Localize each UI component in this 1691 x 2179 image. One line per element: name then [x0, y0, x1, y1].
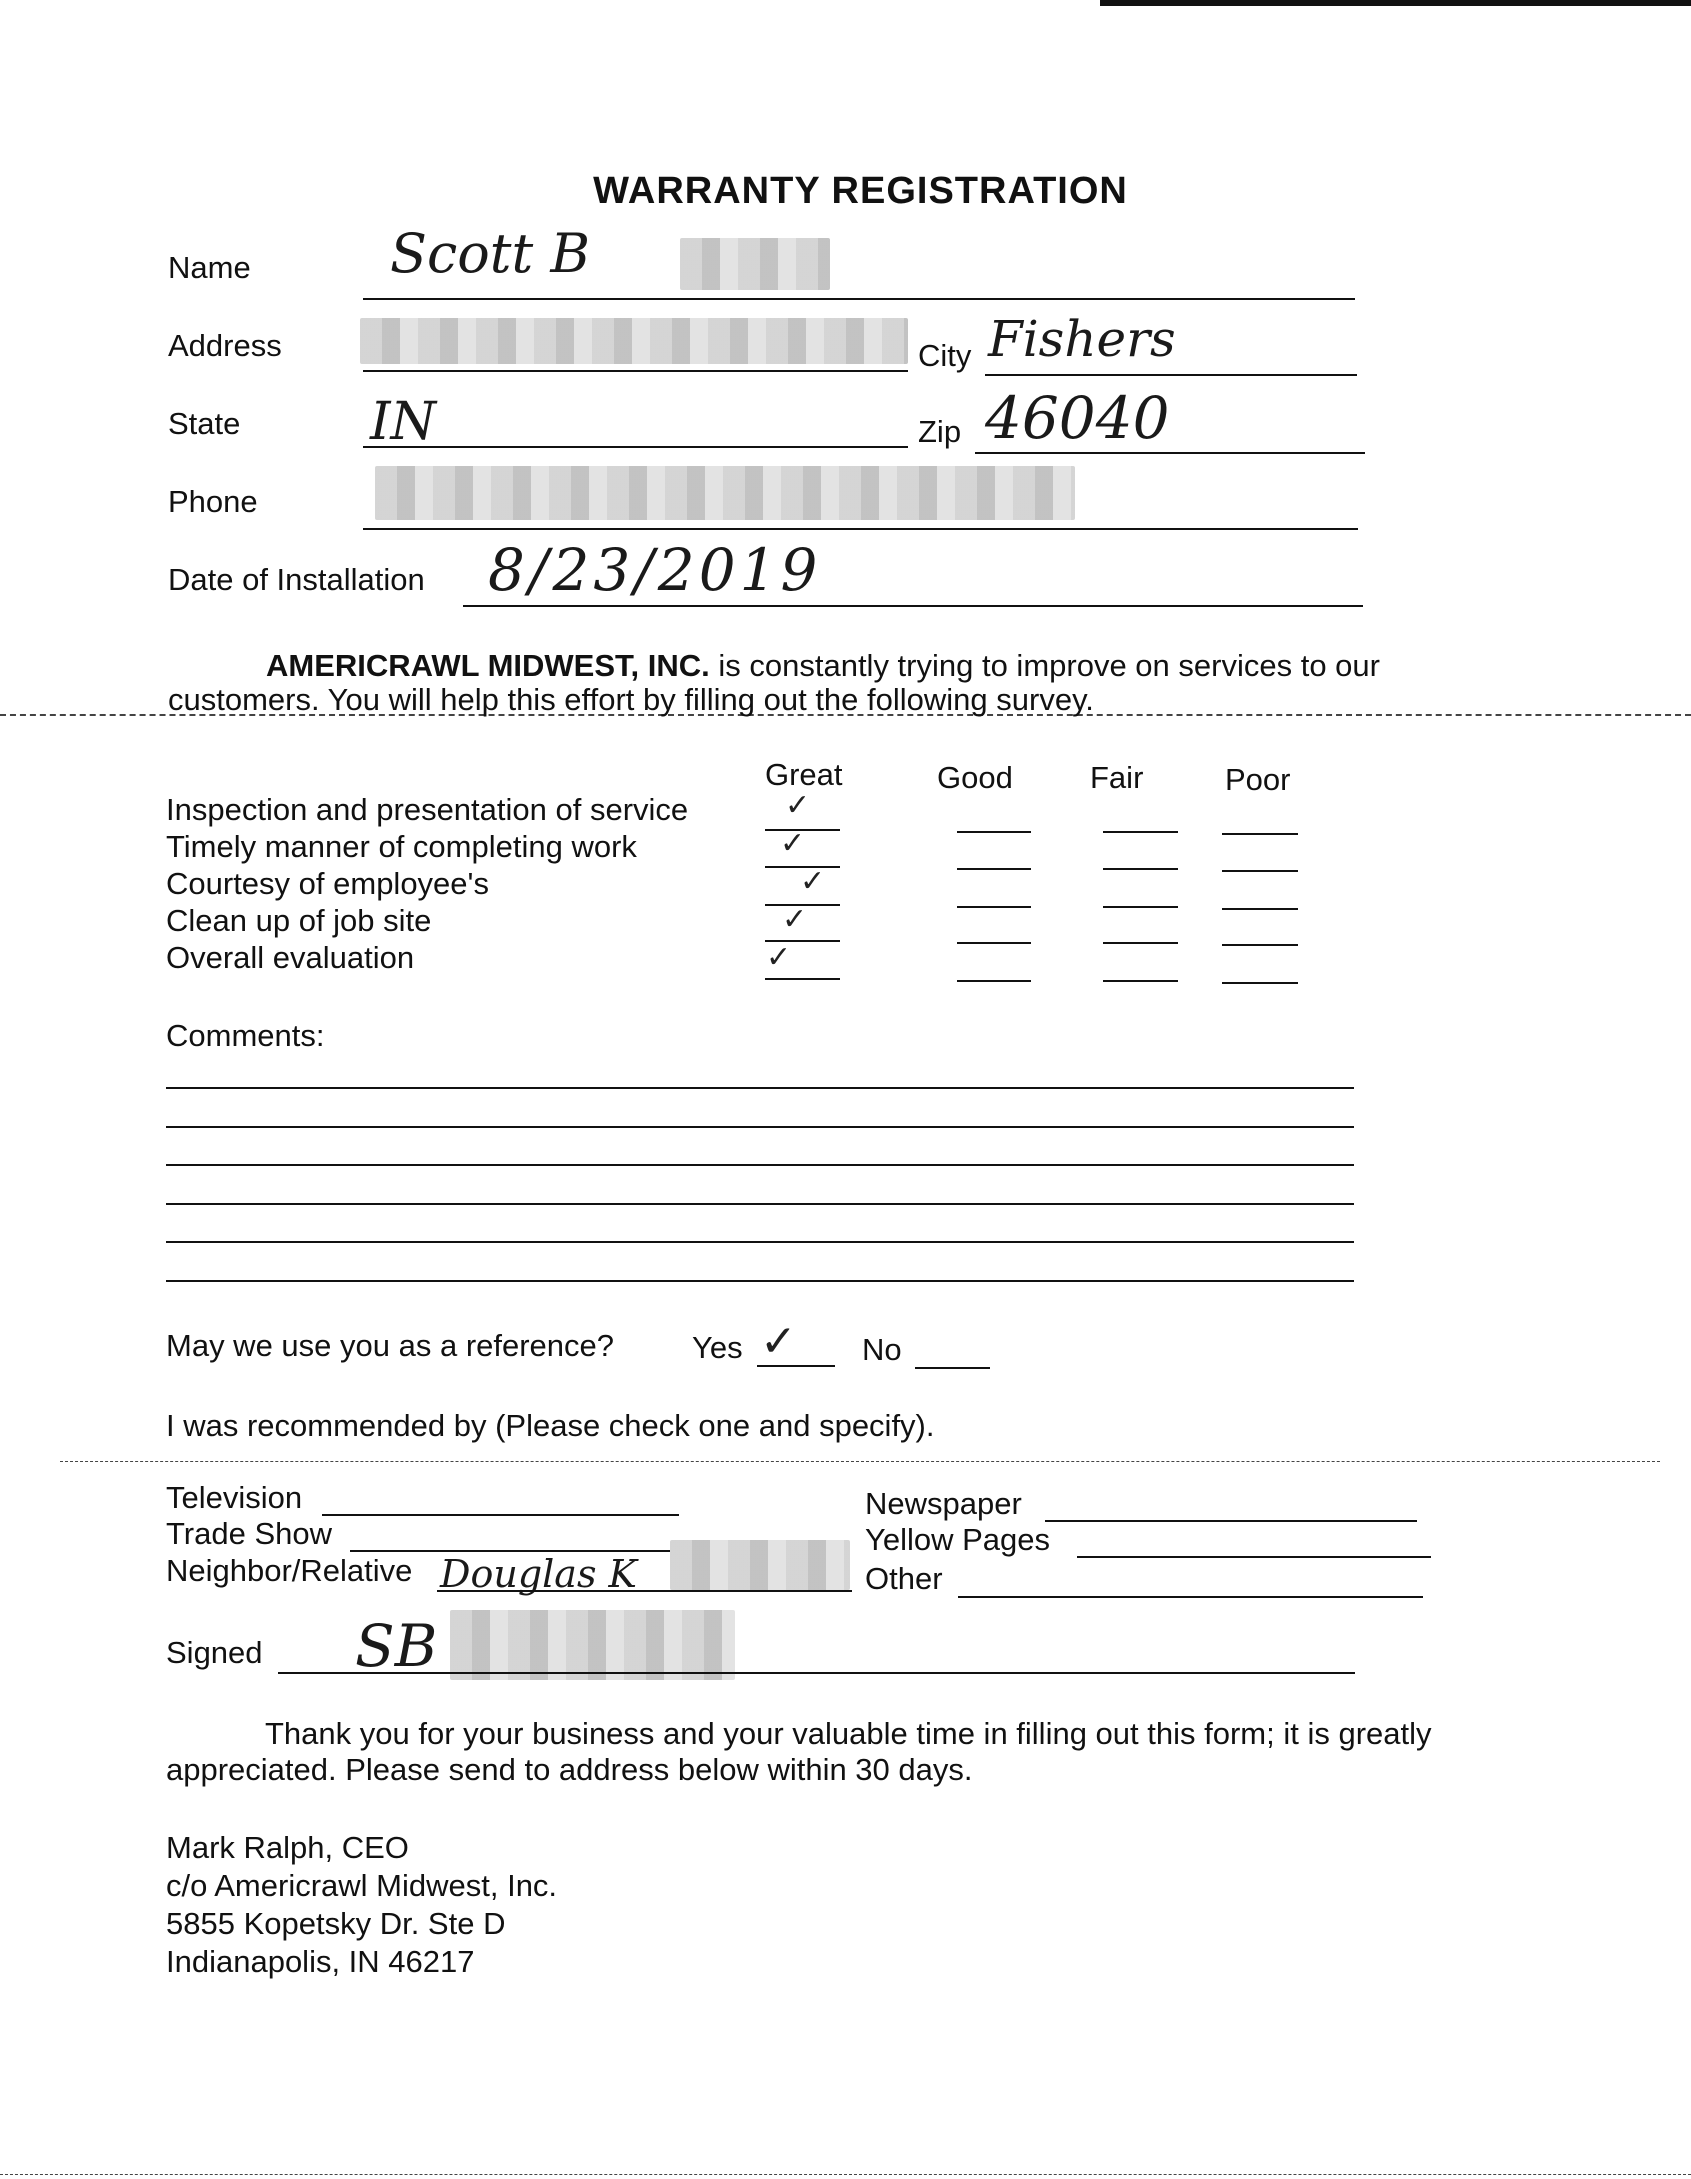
neighbor-field[interactable] [437, 1590, 852, 1592]
address-field[interactable] [363, 370, 908, 372]
neighbor-redaction [670, 1540, 850, 1590]
comments-line-3[interactable] [166, 1164, 1354, 1166]
reference-yes-checkmark-icon: ✓ [760, 1316, 797, 1367]
thanks-line-1: Thank you for your business and your valuable time in filling out this form; it is greatly [265, 1716, 1432, 1751]
col-good: Good [937, 760, 1013, 795]
signature-redaction [450, 1610, 735, 1680]
scan-artifact-fold-2 [60, 1461, 1660, 1462]
survey-row-label: Clean up of job site [166, 903, 432, 938]
zip-field[interactable] [975, 452, 1365, 454]
rating-good-line[interactable] [957, 980, 1031, 982]
page-title: WARRANTY REGISTRATION [593, 170, 1128, 212]
neighbor-value: Douglas K [440, 1552, 637, 1596]
state-label: State [168, 406, 241, 441]
date-value: 8/23/2019 [488, 536, 822, 604]
rating-fair-line[interactable] [1103, 868, 1178, 870]
col-great: Great [765, 757, 843, 792]
scan-artifact-bottom [0, 2174, 1691, 2175]
address-label: Address [168, 328, 282, 363]
rating-poor-line[interactable] [1222, 833, 1298, 835]
television-label: Television [166, 1480, 303, 1515]
television-field[interactable] [322, 1514, 679, 1516]
comments-label: Comments: [166, 1018, 325, 1053]
signature-value: SB [355, 1612, 438, 1680]
name-value: Scott B [390, 222, 590, 285]
name-label: Name [168, 250, 251, 285]
intro-line-2: customers. You will help this effort by filling out the following survey. [168, 682, 1094, 717]
newspaper-field[interactable] [1045, 1520, 1417, 1522]
mailing-line-2: c/o Americrawl Midwest, Inc. [166, 1868, 558, 1903]
state-field[interactable] [363, 446, 908, 448]
reference-no-line[interactable] [915, 1367, 990, 1369]
comments-line-5[interactable] [166, 1241, 1354, 1243]
survey-row-label: Inspection and presentation of service [166, 792, 689, 827]
rating-good-line[interactable] [957, 868, 1031, 870]
address-redaction [360, 318, 908, 364]
rating-poor-line[interactable] [1222, 982, 1298, 984]
rating-poor-line[interactable] [1222, 870, 1298, 872]
zip-label: Zip [918, 414, 962, 449]
city-value: Fishers [988, 310, 1176, 368]
survey-row-label: Courtesy of employee's [166, 866, 489, 901]
comments-line-1[interactable] [166, 1087, 1354, 1089]
city-field[interactable] [985, 374, 1357, 376]
checkmark-icon: ✓ [780, 826, 806, 861]
comments-line-4[interactable] [166, 1203, 1354, 1205]
checkmark-icon: ✓ [785, 788, 811, 823]
signature-field[interactable] [278, 1672, 1355, 1674]
mailing-line-3: 5855 Kopetsky Dr. Ste D [166, 1906, 506, 1941]
reference-no-label: No [862, 1332, 902, 1367]
reference-yes-line[interactable] [757, 1365, 835, 1367]
yellow-pages-field[interactable] [1077, 1556, 1431, 1558]
neighbor-label: Neighbor/Relative [166, 1553, 413, 1588]
checkmark-icon: ✓ [766, 940, 792, 975]
col-fair: Fair [1090, 760, 1144, 795]
rating-great-line[interactable] [765, 978, 840, 980]
rating-good-line[interactable] [957, 906, 1031, 908]
intro-line-1 [266, 648, 1380, 684]
survey-row-label: Timely manner of completing work [166, 829, 637, 864]
rating-fair-line[interactable] [1103, 831, 1178, 833]
rating-good-line[interactable] [957, 831, 1031, 833]
state-value: IN [370, 392, 437, 452]
phone-field[interactable] [363, 528, 1358, 530]
date-label: Date of Installation [168, 562, 425, 597]
phone-redaction [375, 466, 1075, 520]
newspaper-label: Newspaper [865, 1486, 1022, 1521]
rating-good-line[interactable] [957, 942, 1031, 944]
zip-value: 46040 [985, 384, 1170, 452]
mailing-line-4: Indianapolis, IN 46217 [166, 1944, 475, 1979]
reference-yes-label: Yes [692, 1330, 743, 1365]
name-redaction [680, 238, 830, 290]
mailing-line-1: Mark Ralph, CEO [166, 1830, 409, 1865]
scan-artifact-top [1100, 0, 1691, 6]
other-field[interactable] [958, 1596, 1423, 1598]
phone-label: Phone [168, 484, 258, 519]
rating-fair-line[interactable] [1103, 906, 1178, 908]
intro-text-1: is constantly trying to improve on services to our [709, 648, 1380, 683]
comments-line-6[interactable] [166, 1280, 1354, 1282]
other-label: Other [865, 1561, 943, 1596]
rating-poor-line[interactable] [1222, 944, 1298, 946]
reference-question: May we use you as a reference? [166, 1328, 615, 1363]
yellow-pages-label: Yellow Pages [865, 1522, 1050, 1557]
name-field[interactable] [363, 298, 1355, 300]
city-label: City [918, 338, 972, 373]
rating-fair-line[interactable] [1103, 980, 1178, 982]
signed-label: Signed [166, 1635, 263, 1670]
thanks-line-2: appreciated. Please send to address below within 30 days. [166, 1752, 973, 1787]
recommended-prompt: I was recommended by (Please check one and specify). [166, 1408, 935, 1443]
col-poor: Poor [1225, 762, 1291, 797]
rating-fair-line[interactable] [1103, 942, 1178, 944]
checkmark-icon: ✓ [782, 902, 808, 937]
trade-show-label: Trade Show [166, 1516, 332, 1551]
survey-row-label: Overall evaluation [166, 940, 415, 975]
rating-poor-line[interactable] [1222, 908, 1298, 910]
date-field[interactable] [463, 605, 1363, 607]
company-name: AMERICRAWL MIDWEST, INC. [266, 648, 710, 683]
checkmark-icon: ✓ [800, 864, 826, 899]
comments-line-2[interactable] [166, 1126, 1354, 1128]
